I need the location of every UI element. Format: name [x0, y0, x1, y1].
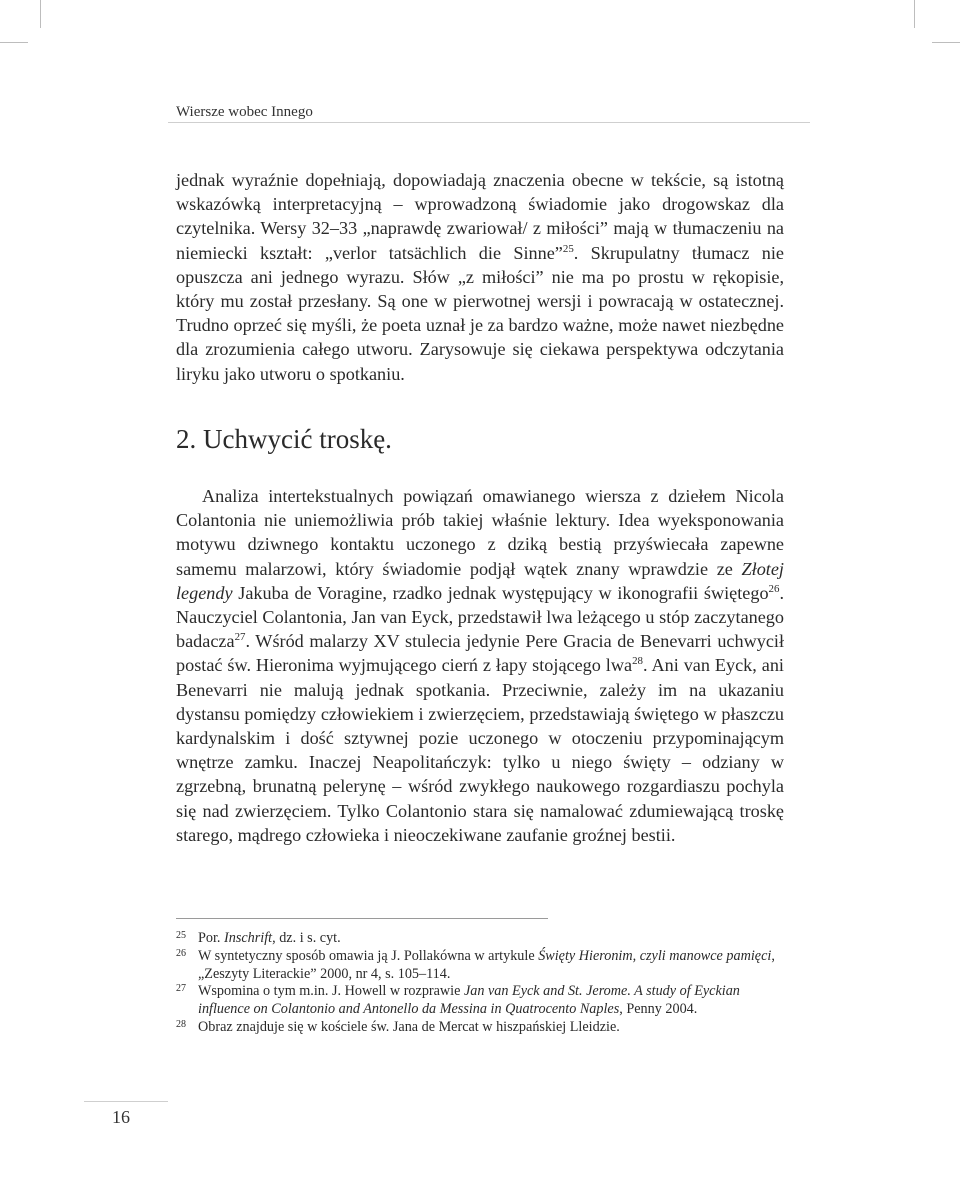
footnote-28	[176, 1019, 776, 1037]
paragraph-2-text-5: . Ani van Eyck, ani Benevarri nie malują jednak spotkania. Przeciwnie, zależy im na ukazaniu dystansu pomiędzy człowiekiem i zwierzęciem, przedstawiają świętego w płaszczu kardynalskim i dość sztywnej pozie uczonego w otoczeniu przypominającym wnętrze zamku. Inaczej Neapolitańczyk: tylko u niego święty – odziany w zgrzebną, brunatną pelerynę – wśród zwykłego naukowego rozgardiaszu pochyla się nad zwierzęciem. Tylko Colantonio stara się namalować zdumiewającą troskę starego, mądrego człowieka i nieoczekiwane zaufanie groźnej bestii.	[176, 655, 784, 845]
footnote-text: , „Zeszyty Literackie” 2000, nr 4, s. 105–114.	[198, 947, 775, 982]
footnote-number: 26	[176, 947, 186, 959]
footnote-number: 25	[176, 930, 186, 941]
paragraph-1-text-1: jednak wyraźnie dopełniają, dopowiadają znaczenia obecne w tekście, są istotną wskazówką interpretacyjną – wprowadzoną świadomie jako drogowskaz dla czytelnika. Wersy 32–33 „naprawdę zwariował/ z miłości” mają w tłumaczeniu na niemiecki kształt: „verlor tatsächlich die Sinne”	[176, 170, 784, 263]
footnote-25	[176, 930, 776, 948]
crop-mark-top-left	[40, 0, 41, 28]
footnote-italic: Jan van Eyck and St. Jerome. A study of Eyckian influence on Colantonio and Antonello da Messina in Quatrocento Naples	[198, 983, 740, 1018]
paragraph-2-text-4: . Wśród malarzy XV stulecia jedynie Pere Gracia de Benevarri uchwycił postać św. Hieronima wyjmującego cierń z łapy stojącego lwa	[176, 631, 784, 676]
page-number-rule	[84, 1101, 168, 1102]
footnote-rule	[176, 918, 548, 919]
footnote-text: , dz. i s. cyt.	[272, 930, 341, 946]
footnote-italic: Święty Hieronim, czyli manowce pamięci	[538, 947, 772, 964]
footnote-number: 27	[176, 983, 186, 995]
footnote-text: Wspomina o tym m.in. J. Howell w rozprawie	[198, 983, 464, 1000]
section-heading: 2. Uchwycić troskę.	[176, 424, 392, 454]
header-rule	[168, 122, 810, 123]
footnote-26	[176, 948, 776, 984]
page-number: 16	[112, 1107, 130, 1127]
paragraph-2	[176, 484, 784, 847]
crop-mark-top-right	[914, 0, 915, 28]
book-title-italic: Złotej legendy	[176, 558, 784, 603]
paragraph-1	[176, 168, 784, 386]
footnote-ref-25: 25	[562, 242, 574, 255]
footnote-italic: Inschrift	[224, 930, 273, 946]
footnote-27	[176, 983, 776, 1019]
paragraph-2-text-1: Analiza intertekstualnych powiązań omawianego wiersza z dziełem Nicola Colantonia nie uniemożliwia prób takiej właśnie lektury. Idea wyeksponowania motywu dziwnego kontaktu uczonego z dziką bestią przyświecała zapewne samemu malarzowi, który świadomie podjął wątek znany wprawdzie ze	[176, 486, 784, 579]
crop-mark-top-left-h	[0, 42, 28, 43]
footnote-text: Por.	[198, 930, 225, 946]
running-head: Wiersze wobec Innego	[176, 104, 313, 120]
footnote-ref-27: 27	[234, 631, 246, 644]
footnote-ref-26: 26	[768, 582, 780, 595]
footnote-text: W syntetyczny sposób omawia ją J. Pollakówna w artykule	[198, 947, 539, 964]
crop-mark-top-right-h	[932, 42, 960, 43]
footnote-text: , Penny 2004.	[619, 1001, 698, 1018]
footnotes	[176, 930, 776, 1037]
footnote-number: 28	[176, 1018, 186, 1030]
paragraph-2-text-2: Jakuba de Voragine, rzadko jednak występujący w ikonografii świętego	[232, 582, 769, 603]
paragraph-2-text-3: . Nauczyciel Colantonia, Jan van Eyck, przedstawił lwa leżącego u stóp zaczytanego badacza	[176, 582, 784, 652]
paragraph-1-text-2: . Skrupulatny tłumacz nie opuszcza ani jednego wyrazu. Słów „z miłości” nie ma po prostu w rękopisie, który mu został przesłany. Są one w pierwotnej wersji i powracają w ostatecznej. Trudno oprzeć się myśli, że poeta uznał je za bardzo ważne, może nawet niezbędne dla zrozumienia całego utworu. Zarysowuje się ciekawa perspektywa odczytania liryku jako utworu o spotkaniu.	[176, 242, 784, 384]
footnote-text: Obraz znajduje się w kościele św. Jana de Mercat w hiszpańskiej Lleidzie.	[198, 1018, 620, 1035]
footnote-ref-28: 28	[632, 655, 643, 668]
